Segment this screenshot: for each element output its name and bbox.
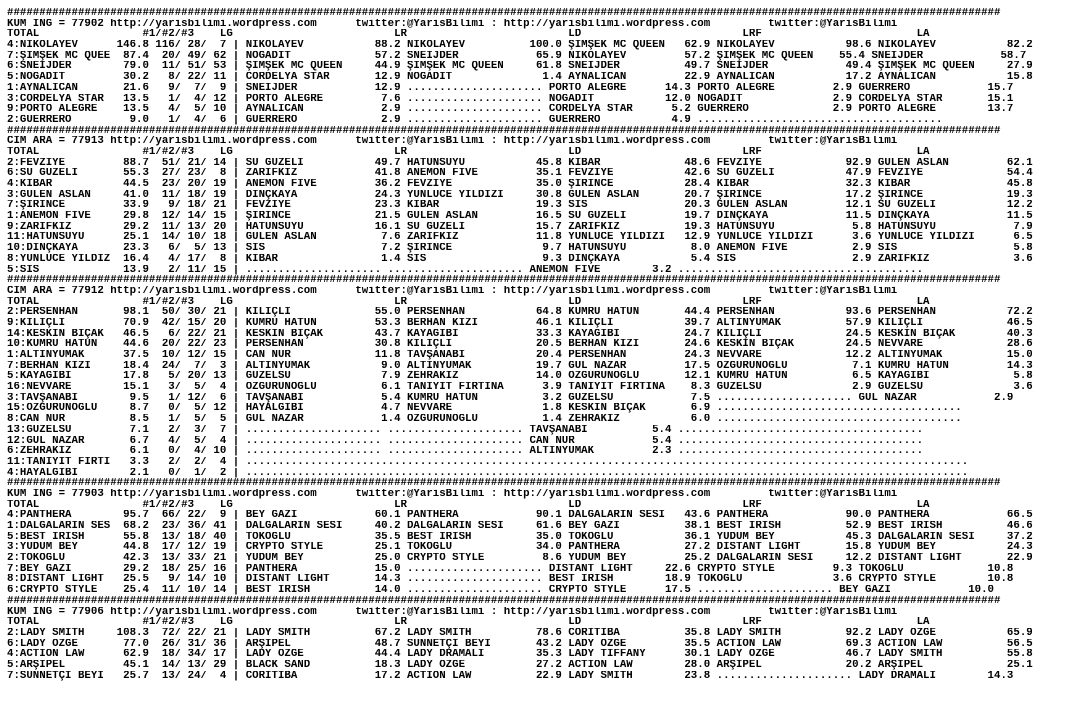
separator-line: ########################################################################################################################################################## [7, 8, 1001, 19]
horse-stats-row: 10:DİNÇKAYA 23.3 6/ 5/ 13 | SİS 7.2 ŞİRİNCE 9.7 HATUNSUYU 8.0 ANEMON FIVE 2.9 SİS 5.8 [7, 243, 1033, 254]
horse-stats-row: 2:FEVZİYE 88.7 51/ 21/ 14 | SU GÜZELİ 49.7 HATUNSUYU 45.8 KİBAR 48.6 FEVZİYE 92.9 GÜLEN ASLAN 62.1 [7, 157, 1033, 169]
race-header-line: CIM ARA = 77912 http://yarisbilimi.wordpress.com twitter:@YarisBilimi : http://yarisbilimi.wordpress.com twitter:@YarisBilimi [7, 285, 898, 297]
horse-stats-row: 1:ALTINYUMAK 37.5 10/ 12/ 15 | CAN NUR 11.8 TAVŞANABİ 20.4 PERSENHAN 24.3 NEVVARE 12.2 ALTINYUMAK 15.0 [7, 350, 1033, 361]
horse-stats-row: 3:TAVŞANABİ 9.5 1/ 12/ 6 | TAVŞANABİ 5.4 KUMRU HATUN 3.2 GÜZELSU 7.5 ..................... GÜL NAZAR 2.9 [7, 392, 1014, 404]
horse-stats-row: 2:LADY SMITH 108.3 72/ 22/ 21 | LADY SMITH 67.2 LADY SMITH 78.6 CORITIBA 35.8 LADY SMITH 92.2 LADY ÖZGE 65.9 [7, 627, 1033, 639]
horse-stats-row: 5:SİS 13.9 2/ 11/ 15 | ..................... ..................... ANEMON FIVE 3.2 ...................................... [7, 264, 924, 276]
horse-stats-row: 3:CORDELYA STAR 13.5 1/ 4/ 12 | PORTO ALEGRE 7.6 ..................... NOĞADİT 12.0 NOĞADİT 2.9 CORDELYA STAR 15.1 [7, 93, 1014, 105]
horse-stats-row: 1:AYNALICAN 21.6 9/ 7/ 9 | SNEIJDER 12.9 ..................... PORTO ALEGRE 14.3 PORTO ALEGRE 2.9 GUERRERO 15.7 [7, 82, 1014, 94]
column-header-line: TOTAL #1/#2/#3 LG LR LD LRF LA [7, 146, 930, 158]
separator-line: ########################################################################################################################################################## [7, 478, 1001, 489]
column-header-line: TOTAL #1/#2/#3 LG LR LD LRF LA [7, 29, 930, 41]
race-header-line: CIM ARA = 77913 http://yarisbilimi.wordpress.com twitter:@YarisBilimi : http://yarisbilimi.wordpress.com twitter:@YarisBilimi [7, 136, 898, 147]
horse-stats-row: 12:GÜL NAZAR 6.7 4/ 5/ 4 | ..................... ..................... CAN NUR 5.4 ...................................... [7, 435, 924, 447]
horse-stats-row: 4:HAYALGİBİ 2.1 0/ 1/ 2 | ................................................................................................................ [7, 467, 969, 479]
horse-stats-row: 2:TOKOĞLU 42.3 13/ 33/ 21 | YUDUM BEY 25.0 CRYPTO STYLE 8.6 YUDUM BEY 25.2 DALGALARIN SESİ 12.2 DISTANT LIGHT 22.9 [7, 553, 1033, 564]
horse-stats-row: 10:KUMRU HATUN 44.6 20/ 22/ 23 | PERSENHAN 30.8 KILIÇLI 20.5 BERHAN KIZI 24.6 KESKİN BIÇAK 24.5 NEVVARE 28.6 [7, 339, 1033, 350]
horse-stats-row: 6:CRYPTO STYLE 25.4 11/ 10/ 14 | BEST IRISH 14.0 ..................... CRYPTO STYLE 17.5 ..................... BEY GAZİ 10.0 [7, 585, 995, 596]
horse-stats-row: 7:BEY GAZİ 29.2 18/ 25/ 16 | PANTHERA 15.0 ..................... DISTANT LIGHT 22.6 CRYPTO STYLE 9.3 TOKOĞLU 10.8 [7, 563, 1014, 575]
horse-stats-row: 1:DALGALARIN SES 68.2 23/ 36/ 41 | DALGALARIN SESİ 40.2 DALGALARIN SESİ 61.6 BEY GAZİ 38.1 BEST IRISH 52.9 BEST IRISH 46.6 [7, 521, 1033, 532]
horse-stats-row: 13:GÜZELSU 7.1 2/ 3/ 7 | ..................... ..................... TAVŞANABİ 5.4 ...................................... [7, 424, 924, 436]
horse-stats-row: 7:ŞİRİNCE 33.9 9/ 18/ 21 | FEVZİYE 23.3 KİBAR 19.3 SİS 20.3 GÜLEN ASLAN 12.1 SU GÜZELİ 12.2 [7, 200, 1033, 212]
horse-stats-row: 4:PANTHERA 95.7 66/ 22/ 9 | BEY GAZİ 60.1 PANTHERA 90.1 DALGALARIN SESİ 43.6 PANTHERA 90.0 PANTHERA 66.5 [7, 510, 1033, 521]
horse-stats-row: 2:PERSENHAN 98.1 50/ 30/ 21 | KILIÇLI 55.0 PERSENHAN 64.8 KUMRU HATUN 44.4 PERSENHAN 93.6 PERSENHAN 72.2 [7, 307, 1033, 318]
horse-stats-row: 1:ANEMON FIVE 29.8 12/ 14/ 15 | ŞİRİNCE 21.5 GÜLEN ASLAN 16.5 SU GÜZELİ 19.7 DİNÇKAYA 11.5 DİNÇKAYA 11.5 [7, 211, 1033, 222]
separator-line: ########################################################################################################################################################## [7, 275, 1001, 286]
horse-stats-row: 7:BERHAN KIZI 18.4 24/ 7/ 3 | ALTINYUMAK 9.0 ALTINYUMAK 19.7 GÜL NAZAR 17.5 ÖZGÜRÜNOĞLU 7.1 KUMRU HATUN 14.3 [7, 360, 1033, 372]
horse-stats-row: 5:BEST IRISH 55.8 13/ 18/ 40 | TOKOĞLU 35.5 BEST IRISH 35.0 TOKOĞLU 36.1 YUDUM BEY 45.3 DALGALARIN SESİ 37.2 [7, 531, 1033, 543]
horse-stats-row: 2:GUERRERO 9.0 1/ 4/ 6 | GUERRERO 2.9 ..................... GUERRERO 4.9 ...................................... [7, 114, 943, 126]
horse-stats-row: 8:YÜNLÜCE YILDIZ 16.4 4/ 17/ 8 | KİBAR 1.4 SİS 9.3 DİNÇKAYA 5.4 SİS 2.9 ZARİFKIZ 3.6 [7, 253, 1033, 265]
horse-stats-row: 6:SNEIJDER 79.0 11/ 51/ 53 | ŞİMŞEK MC QUEEN 44.9 ŞİMŞEK MC QUEEN 61.8 SNEIJDER 49.7 SNEIJDER 49.4 ŞİMŞEK MC QUEEN 27.9 [7, 61, 1033, 73]
horse-stats-row: 3:GÜLEN ASLAN 41.0 11/ 18/ 19 | DİNÇKAYA 24.3 YÜNLÜCE YILDIZI 30.8 GÜLEN ASLAN 20.7 ŞİRİNCE 17.2 ŞİRİNCE 19.3 [7, 189, 1033, 201]
column-header-line: TOTAL #1/#2/#3 LG LR LD LRF LA [7, 499, 930, 511]
horse-stats-row: 5:NOĞADİT 30.2 8/ 22/ 11 | CORDELYA STAR 12.9 NOĞADİT 1.4 AYNALICAN 22.9 AYNALICAN 17.2 AYNALICAN 15.8 [7, 72, 1033, 83]
horse-stats-row: 4:ACTION LAW 62.9 18/ 34/ 17 | LADY ÖZGE 44.4 LADY DRAMALI 35.3 LADY TIFFANY 30.1 LADY ÖZGE 46.7 LADY SMITH 55.8 [7, 649, 1033, 660]
column-header-line: TOTAL #1/#2/#3 LG LR LD LRF LA [7, 617, 930, 628]
horse-stats-row: 8:DISTANT LIGHT 25.5 9/ 14/ 10 | DISTANT LIGHT 14.3 ..................... BEST IRISH 18.9 TOKOĞLU 3.6 CRYPTO STYLE 10.8 [7, 574, 1014, 586]
separator-line: ########################################################################################################################################################## [7, 125, 1001, 137]
horse-stats-row: 4:KİBAR 44.5 23/ 20/ 19 | ANEMON FIVE 36.2 FEVZİYE 35.0 ŞİRİNCE 28.4 KİBAR 32.3 KİBAR 45.8 [7, 179, 1033, 190]
horse-stats-row: 6:SU GÜZELİ 55.3 27/ 23/ 8 | ZARİFKIZ 41.8 ANEMON FIVE 35.1 FEVZİYE 42.6 SU GÜZELİ 47.9 FEVZİYE 54.4 [7, 168, 1033, 179]
horse-stats-row: 5:KAYAĞIBI 17.8 5/ 20/ 13 | GÜZELSU 7.9 ZEHRAKIZ 14.0 ÖZGÜRÜNOĞLU 12.1 KUMRU HATUN 6.5 KAYAĞIBI 5.8 [7, 371, 1033, 383]
horse-stats-row: 3:YUDUM BEY 44.8 17/ 12/ 19 | CRYPTO STYLE 25.1 TOKOĞLU 34.0 PANTHERA 27.2 DISTANT LIGHT 15.8 YUDUM BEY 24.3 [7, 542, 1033, 554]
race-stats-document [7, 8, 1033, 681]
horse-stats-row: 16:NEVVARE 15.1 3/ 5/ 4 | ÖZGÜRÜNOĞLU 6.1 TANIYIT FIRTINA 3.9 TANIYIT FIRTINA 8.3 GÜZELSU 2.9 GÜZELSU 3.6 [7, 382, 1033, 393]
horse-stats-row: 7:SÜNNETÇİ BEYİ 25.7 13/ 24/ 4 | CORITIBA 17.2 ACTION LAW 22.9 LADY SMITH 23.8 ..................... LADY DRAMALI 14.3 [7, 670, 1014, 682]
horse-stats-row: 11:HATUNSUYU 25.1 14/ 10/ 18 | GÜLEN ASLAN 7.6 ZARİFKIZ 11.8 YÜNLÜCE YILDIZI 12.9 YÜNLÜCE YILDIZI 3.6 YÜNLÜCE YILDIZI 6.5 [7, 232, 1033, 244]
race-header-line: KUM ING = 77906 http://yarisbilimi.wordpress.com twitter:@YarisBilimi : http://yarisbilimi.wordpress.com twitter:@YarisBilimi [7, 606, 898, 618]
horse-stats-row: 14:KESKİN BIÇAK 46.5 6/ 22/ 21 | KESKİN BIÇAK 43.7 KAYAĞIBI 33.3 KAYAĞIBI 24.7 KILIÇLI 24.5 KESKİN BIÇAK 40.3 [7, 328, 1033, 340]
horse-stats-row: 9:PORTO ALEGRE 13.5 4/ 5/ 10 | AYNALICAN 2.9 ..................... CORDELYA STAR 5.2 GUERRERO 2.9 PORTO ALEGRE 13.7 [7, 104, 1014, 115]
race-header-line: KUM ING = 77903 http://yarisbilimi.wordpress.com twitter:@YarisBilimi : http://yarisbilimi.wordpress.com twitter:@YarisBilimi [7, 488, 898, 500]
horse-stats-row: 11:TANIYIT FIRTI 3.3 2/ 2/ 4 | ................................................................................................................ [7, 456, 969, 468]
horse-stats-row: 8:CAN NUR 8.5 1/ 5/ 5 | GÜL NAZAR 1.4 ÖZGÜRÜNOĞLU 1.4 ZEHRAKIZ 6.0 ...................................... [7, 414, 962, 425]
horse-stats-row: 4:NIKOLAYEV 146.8 116/ 28/ 7 | NİKOLAYEV 88.2 NIKOLAYEV 100.0 ŞİMŞEK MC QUEEN 62.9 NIKOLAYEV 98.6 NIKOLAYEV 82.2 [7, 40, 1033, 51]
horse-stats-row: 9:ZARİFKIZ 29.2 11/ 13/ 20 | HATUNSUYU 16.1 SU GÜZELİ 15.7 ZARİFKIZ 19.3 HATUNSUYU 5.8 HATUNSUYU 7.9 [7, 221, 1033, 233]
column-header-line: TOTAL #1/#2/#3 LG LR LD LRF LA [7, 296, 930, 308]
horse-stats-row: 15:ÖZGÜRÜNOĞLU 8.7 0/ 5/ 12 | HAYALGİBİ 4.7 NEVVARE 1.8 KESKİN BIÇAK 6.9 ...................................... [7, 403, 962, 415]
horse-stats-row: 6:LADY ÖZGE 77.0 26/ 31/ 36 | ARŞİPEL 48.7 SÜNNETÇİ BEYİ 43.2 LADY ÖZGE 35.5 ACTION LAW 69.3 ACTION LAW 56.5 [7, 638, 1033, 650]
race-header-line: KUM ING = 77902 http://yarisbilimi.wordpress.com twitter:@YarisBilimi : http://yarisbilimi.wordpress.com twitter:@YarisBilimi [7, 18, 898, 30]
horse-stats-row: 7:ŞİMŞEK MC QUEE 87.4 20/ 49/ 62 | NOĞADİT 57.2 SNEIJDER 65.9 NİKOLAYEV 57.2 ŞİMŞEK MC QUEEN 55.4 SNEIJDER 58.7 [7, 50, 1027, 62]
horse-stats-row: 9:KILIÇLI 70.9 42/ 15/ 20 | KUMRU HATUN 53.3 BERHAN KIZI 46.1 KILIÇLI 39.7 ALTINYUMAK 57.9 KILIÇLI 46.5 [7, 317, 1033, 329]
horse-stats-row: 5:ARŞİPEL 45.1 14/ 13/ 29 | BLACK SAND 18.3 LADY ÖZGE 27.2 ACTION LAW 28.0 ARŞİPEL 20.2 ARŞİPEL 25.1 [7, 659, 1033, 671]
horse-stats-row: 6:ZEHRAKIZ 6.1 0/ 4/ 10 | ..................... ..................... ALTINYUMAK 2.3 ...................................... [7, 446, 924, 457]
separator-line: ########################################################################################################################################################## [7, 595, 1001, 607]
